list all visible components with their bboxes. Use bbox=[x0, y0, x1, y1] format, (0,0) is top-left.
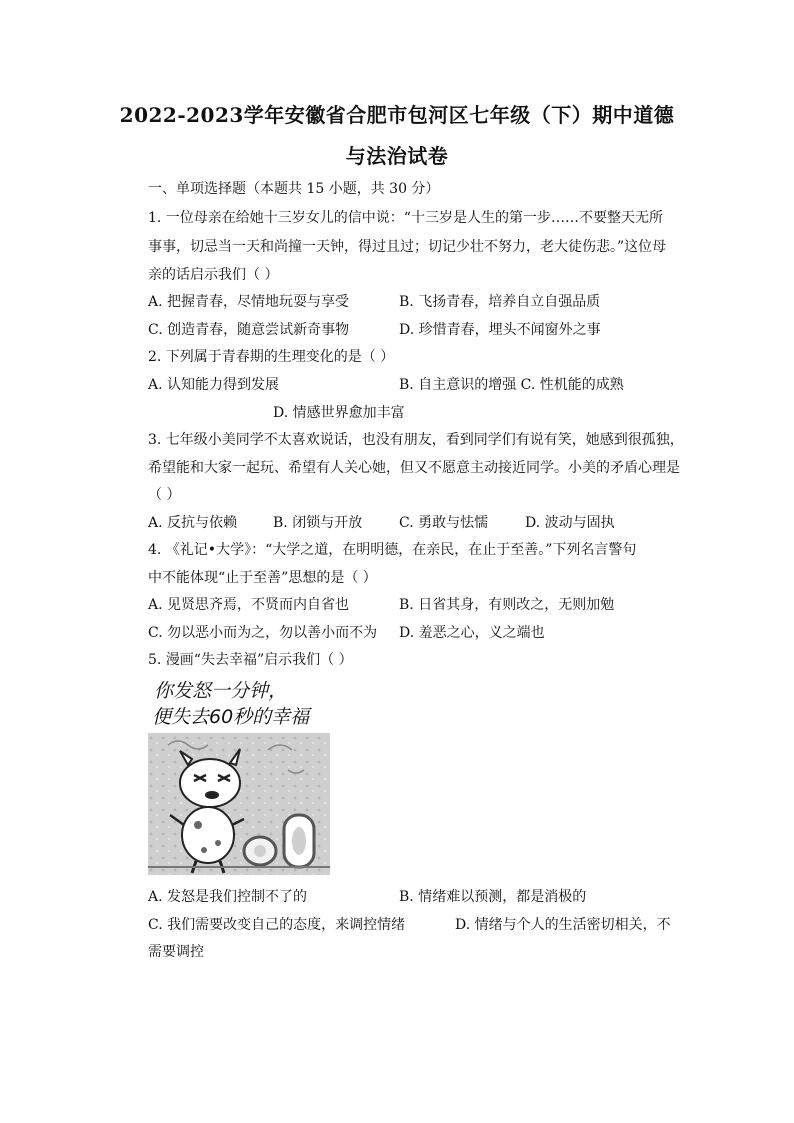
question-4-option-c: C. 勿以恶小而为之，勿以善小而不为 bbox=[148, 625, 378, 641]
question-5-option-b: B. 情绪难以预测，都是消极的 bbox=[399, 889, 587, 905]
question-1-option-c: C. 创造青春，随意尝试新奇事物 bbox=[148, 322, 350, 338]
question-5-option-a: A. 发怒是我们控制不了的 bbox=[148, 889, 308, 905]
page-title-line1: 2022-2023学年安徽省合肥市包河区七年级（下）期中道德 bbox=[119, 103, 675, 127]
question-4-stem-line: 中不能体现“止于至善”思想的是（ ） bbox=[148, 570, 377, 586]
question-3-option-c: C. 勇敢与怯懦 bbox=[399, 515, 489, 531]
question-2-stem: 2. 下列属于青春期的生理变化的是（ ） bbox=[148, 349, 395, 365]
question-4-option-a: A. 见贤思齐焉，不贤而内自省也 bbox=[148, 597, 350, 613]
section-heading: 一、单项选择题（本题共 15 小题，共 30 分） bbox=[148, 181, 440, 197]
comic-image bbox=[148, 675, 330, 875]
question-1-option-a: A. 把握青春，尽情地玩耍与享受 bbox=[148, 294, 350, 310]
question-3-stem-line: 3. 七年级小美同学不太喜欢说话，也没有朋友，看到同学们有说有笑，她感到很孤独， bbox=[148, 432, 684, 448]
comic-caption-line1: 你发怒一分钟， bbox=[154, 680, 288, 702]
question-1-stem-line: 亲的话启示我们（ ） bbox=[148, 267, 279, 283]
question-3-option-d: D. 波动与固执 bbox=[525, 515, 615, 531]
question-2-option-a: A. 认知能力得到发展 bbox=[148, 377, 280, 393]
question-4-stem-line: 4. 《礼记•大学》：“大学之道，在明明德，在亲民，在止于至善。”下列名言警句 bbox=[148, 542, 637, 558]
page-title-line2: 与法治试卷 bbox=[345, 144, 449, 168]
question-3-stem-line: （ ） bbox=[148, 487, 181, 503]
question-4-option-d: D. 羞恶之心，义之端也 bbox=[399, 625, 545, 641]
question-1-option-d: D. 珍惜青春，埋头不闻窗外之事 bbox=[399, 322, 601, 338]
question-4-option-b: B. 日省其身，有则改之，无则加勉 bbox=[399, 597, 615, 613]
question-3-option-a: A. 反抗与依赖 bbox=[148, 515, 238, 531]
question-3-stem-line: 希望能和大家一起玩、希望有人关心她，但又不愿意主动接近同学。小美的矛盾心理是 bbox=[148, 460, 680, 476]
question-2-option-d: D. 情感世界愈加丰富 bbox=[273, 405, 405, 421]
question-5-option-d-line2: 需要调控 bbox=[148, 944, 204, 960]
question-1-stem-line: 事事，切忌当一天和尚撞一天钟，得过且过；切记少壮不努力，老大徒伤悲。”这位母 bbox=[148, 239, 667, 255]
question-1-stem-line: 1. 一位母亲在给她十三岁女儿的信中说：“十三岁是人生的第一步……不要整天无所 bbox=[148, 210, 663, 226]
question-5-option-d-line1: D. 情绪与个人的生活密切相关，不 bbox=[455, 917, 671, 933]
question-5-option-c: C. 我们需要改变自己的态度，来调控情绪 bbox=[148, 917, 406, 933]
question-2-option-bc: B. 自主意识的增强 C. 性机能的成熟 bbox=[399, 377, 624, 393]
question-3-option-b: B. 闭锁与开放 bbox=[273, 515, 363, 531]
question-1-option-b: B. 飞扬青春，培养自立自强品质 bbox=[399, 294, 601, 310]
question-5-stem: 5. 漫画“失去幸福”启示我们（ ） bbox=[148, 652, 353, 668]
comic-caption-line2: 便失去60秒的幸福 bbox=[152, 706, 310, 728]
